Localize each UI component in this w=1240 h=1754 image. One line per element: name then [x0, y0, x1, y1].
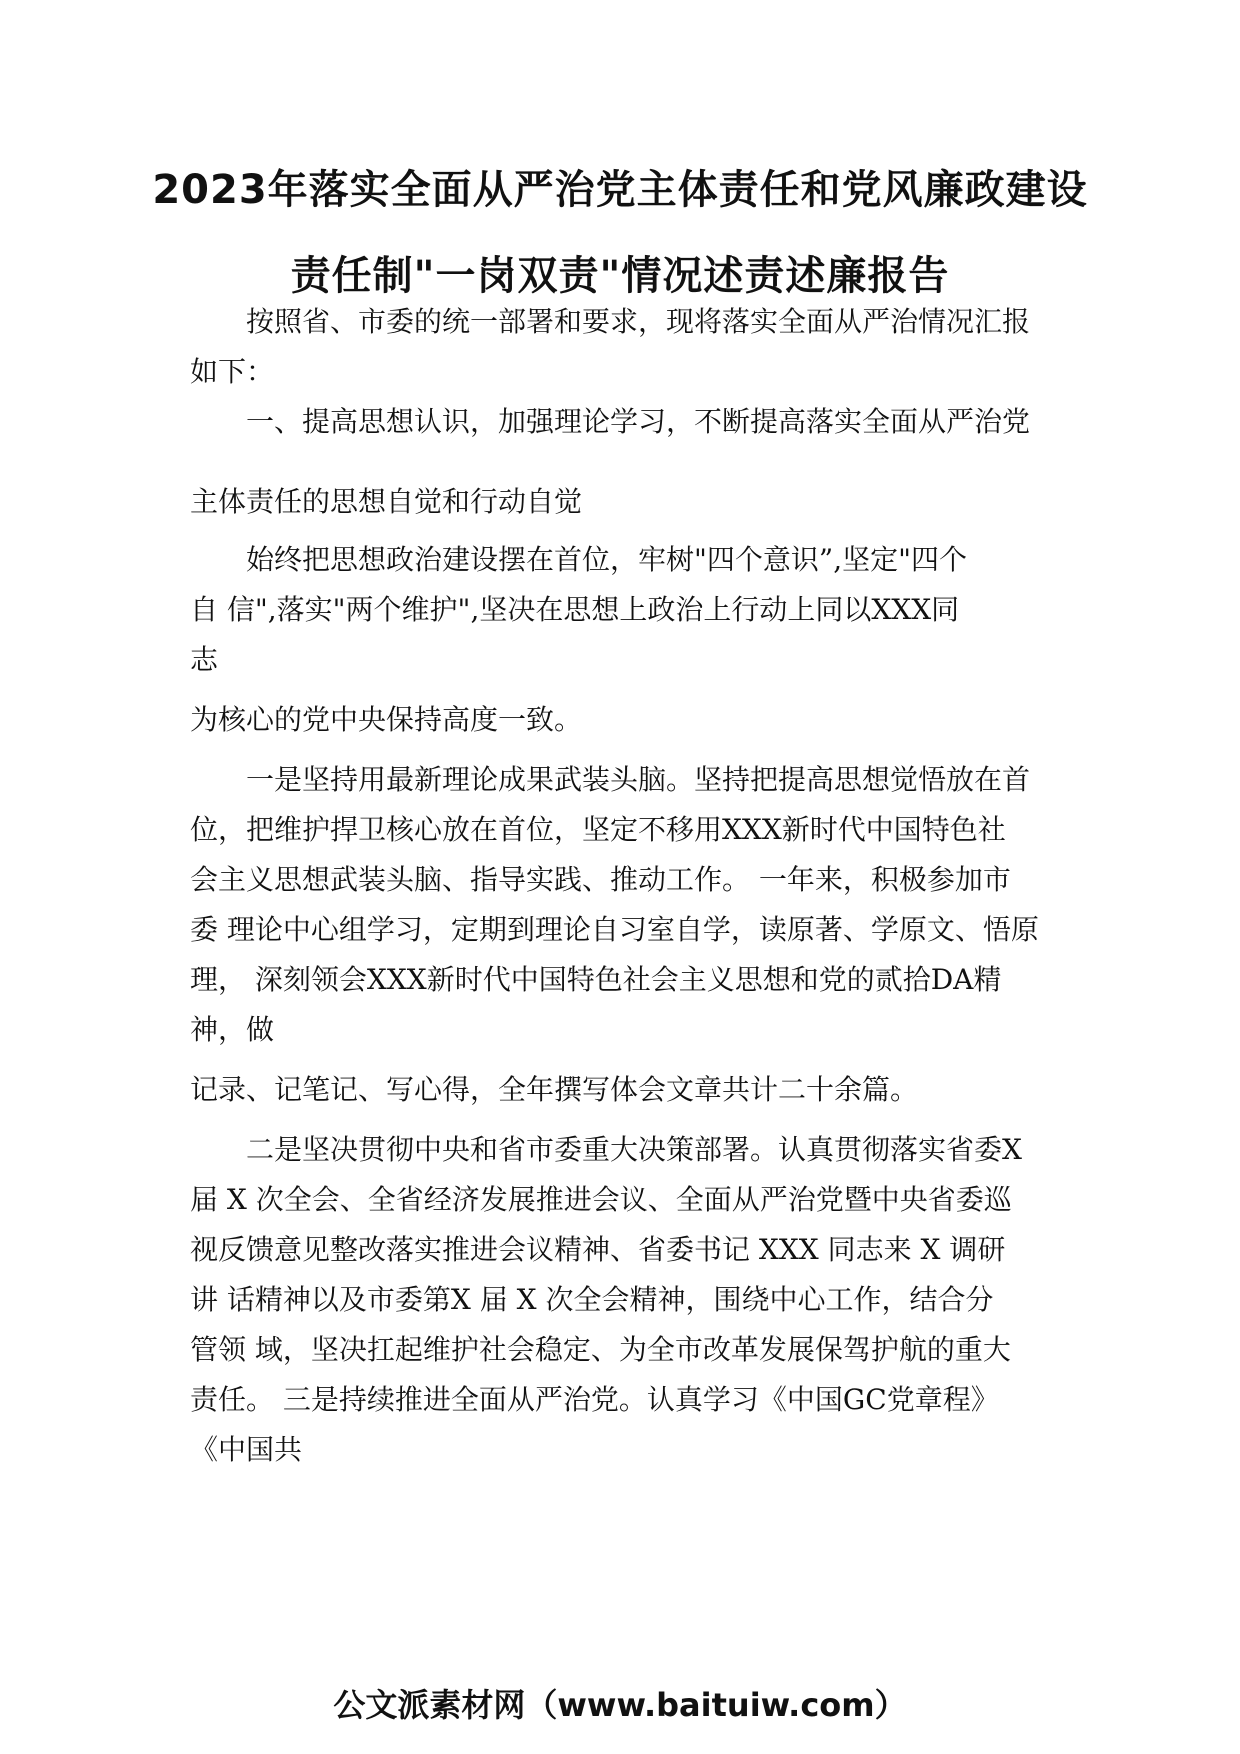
footer-watermark: 公文派素材网（www.baituiw.com） — [333, 1686, 907, 1724]
document-title-line-2: 责任制"一岗双责"情况述责述廉报告 — [290, 253, 950, 299]
paragraph-line: 记录、记笔记、写心得，全年撰写体会文章共计二十余篇。 — [190, 1073, 919, 1106]
document-title-line-1: 2023年落实全面从严治党主体责任和党风廉政建设 — [152, 167, 1088, 213]
paragraph-line: 会主义思想武装头脑、指导实践、推动工作。 一年来，积极参加市 — [190, 863, 1011, 896]
paragraph-line: 位，把维护捍卫核心放在首位，坚定不移用XXX新时代中国特色社 — [190, 813, 1006, 846]
paragraph-line: 《中国共 — [190, 1433, 303, 1466]
paragraph-line: 管领 域，坚决扛起维护社会稳定、为全市改革发展保驾护航的重大 — [190, 1333, 1011, 1366]
paragraph-line: 主体责任的思想自觉和行动自觉 — [190, 485, 583, 518]
paragraph-line: 委 理论中心组学习，定期到理论自习室自学，读原著、学原文、悟原 — [190, 913, 1039, 946]
paragraph-line: 视反馈意见整改落实推进会议精神、省委书记 XXX 同志来 X 调研 — [190, 1233, 1006, 1266]
paragraph-line: 为核心的党中央保持高度一致。 — [190, 703, 583, 736]
paragraph-line: 神，做 — [190, 1013, 275, 1046]
paragraph-line: 自 信",落实"两个维护",坚决在思想上政治上行动上同以XXX同 — [190, 593, 960, 626]
paragraph-line: 二是坚决贯彻中央和省市委重大决策部署。认真贯彻落实省委X — [246, 1133, 1022, 1166]
paragraph-line: 一、提高思想认识，加强理论学习，不断提高落实全面从严治党 — [246, 405, 1031, 438]
paragraph-line: 讲 话精神以及市委第X 届 X 次全会精神，围绕中心工作，结合分 — [190, 1283, 994, 1316]
paragraph-line: 按照省、市委的统一部署和要求，现将落实全面从严治情况汇报 — [246, 305, 1031, 338]
paragraph-line: 理， 深刻领会XXX新时代中国特色社会主义思想和党的贰拾DA精 — [190, 963, 1002, 996]
paragraph-line: 届 X 次全会、全省经济发展推进会议、全面从严治党暨中央省委巡 — [190, 1183, 1012, 1216]
paragraph-line: 责任。 三是持续推进全面从严治党。认真学习《中国GC党章程》 — [190, 1383, 999, 1416]
paragraph-line: 始终把思想政治建设摆在首位，牢树"四个意识”,坚定"四个 — [246, 543, 967, 576]
paragraph-line: 志 — [190, 643, 219, 676]
paragraph-line: 一是坚持用最新理论成果武装头脑。坚持把提高思想觉悟放在首 — [246, 763, 1031, 796]
paragraph-line: 如下： — [190, 355, 275, 388]
